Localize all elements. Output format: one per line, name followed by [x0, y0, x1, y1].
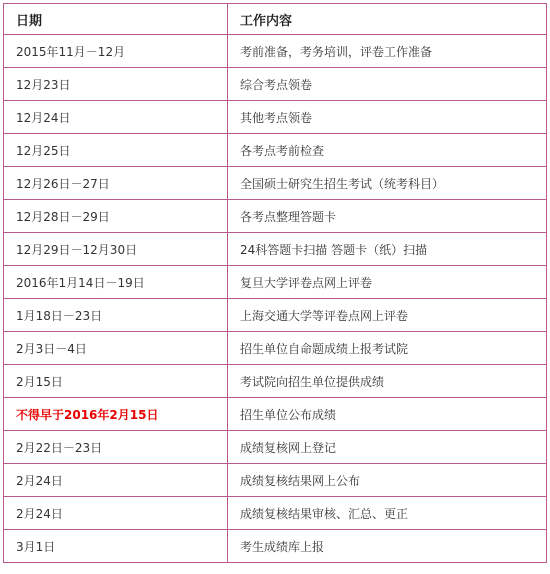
work-cell: 各考点整理答题卡: [228, 200, 547, 233]
table-header-row: [4, 4, 547, 35]
table-row: [4, 530, 547, 563]
table-row: [4, 35, 547, 68]
table-row-highlighted: [4, 398, 547, 431]
date-cell: 3月1日: [4, 530, 228, 563]
date-cell: 2月22日－23日: [4, 431, 228, 464]
work-cell: 考生成绩库上报: [228, 530, 547, 563]
date-cell: 2月24日: [4, 464, 228, 497]
work-cell: 全国硕士研究生招生考试（统考科目）: [228, 167, 547, 200]
table-row: [4, 464, 547, 497]
table-body: [4, 35, 547, 563]
work-cell: 招生单位公布成绩: [228, 398, 547, 431]
work-cell: 其他考点领卷: [228, 101, 547, 134]
work-cell: 综合考点领卷: [228, 68, 547, 101]
date-cell: 2月15日: [4, 365, 228, 398]
date-cell: 1月18日－23日: [4, 299, 228, 332]
table-row: [4, 233, 547, 266]
table-row: [4, 101, 547, 134]
work-cell: 考试院向招生单位提供成绩: [228, 365, 547, 398]
table-row: [4, 200, 547, 233]
schedule-table: [3, 3, 547, 563]
table-row: [4, 134, 547, 167]
date-cell-highlighted: 不得早于2016年2月15日: [4, 398, 228, 431]
date-cell: 12月29日－12月30日: [4, 233, 228, 266]
table-row: [4, 266, 547, 299]
column-header-date: 日期: [4, 4, 228, 35]
work-cell: 成绩复核结果审核、汇总、更正: [228, 497, 547, 530]
date-cell: 2月3日－4日: [4, 332, 228, 365]
work-cell: 招生单位自命题成绩上报考试院: [228, 332, 547, 365]
work-cell: 24科答题卡扫描 答题卡（纸）扫描: [228, 233, 547, 266]
date-cell: 12月24日: [4, 101, 228, 134]
table-row: [4, 299, 547, 332]
date-cell: 12月25日: [4, 134, 228, 167]
table-row: [4, 431, 547, 464]
work-cell: 复旦大学评卷点网上评卷: [228, 266, 547, 299]
work-cell: 各考点考前检查: [228, 134, 547, 167]
date-cell: 12月26日－27日: [4, 167, 228, 200]
date-cell: 2月24日: [4, 497, 228, 530]
date-cell: 2016年1月14日－19日: [4, 266, 228, 299]
work-cell: 成绩复核网上登记: [228, 431, 547, 464]
date-cell: 12月28日－29日: [4, 200, 228, 233]
table-row: [4, 68, 547, 101]
column-header-work: 工作内容: [228, 4, 547, 35]
table-row: [4, 332, 547, 365]
work-cell: 上海交通大学等评卷点网上评卷: [228, 299, 547, 332]
table-row: [4, 167, 547, 200]
table-row: [4, 365, 547, 398]
date-cell: 12月23日: [4, 68, 228, 101]
work-cell: 考前准备，考务培训，评卷工作准备: [228, 35, 547, 68]
table-row: [4, 497, 547, 530]
date-cell: 2015年11月－12月: [4, 35, 228, 68]
work-cell: 成绩复核结果网上公布: [228, 464, 547, 497]
